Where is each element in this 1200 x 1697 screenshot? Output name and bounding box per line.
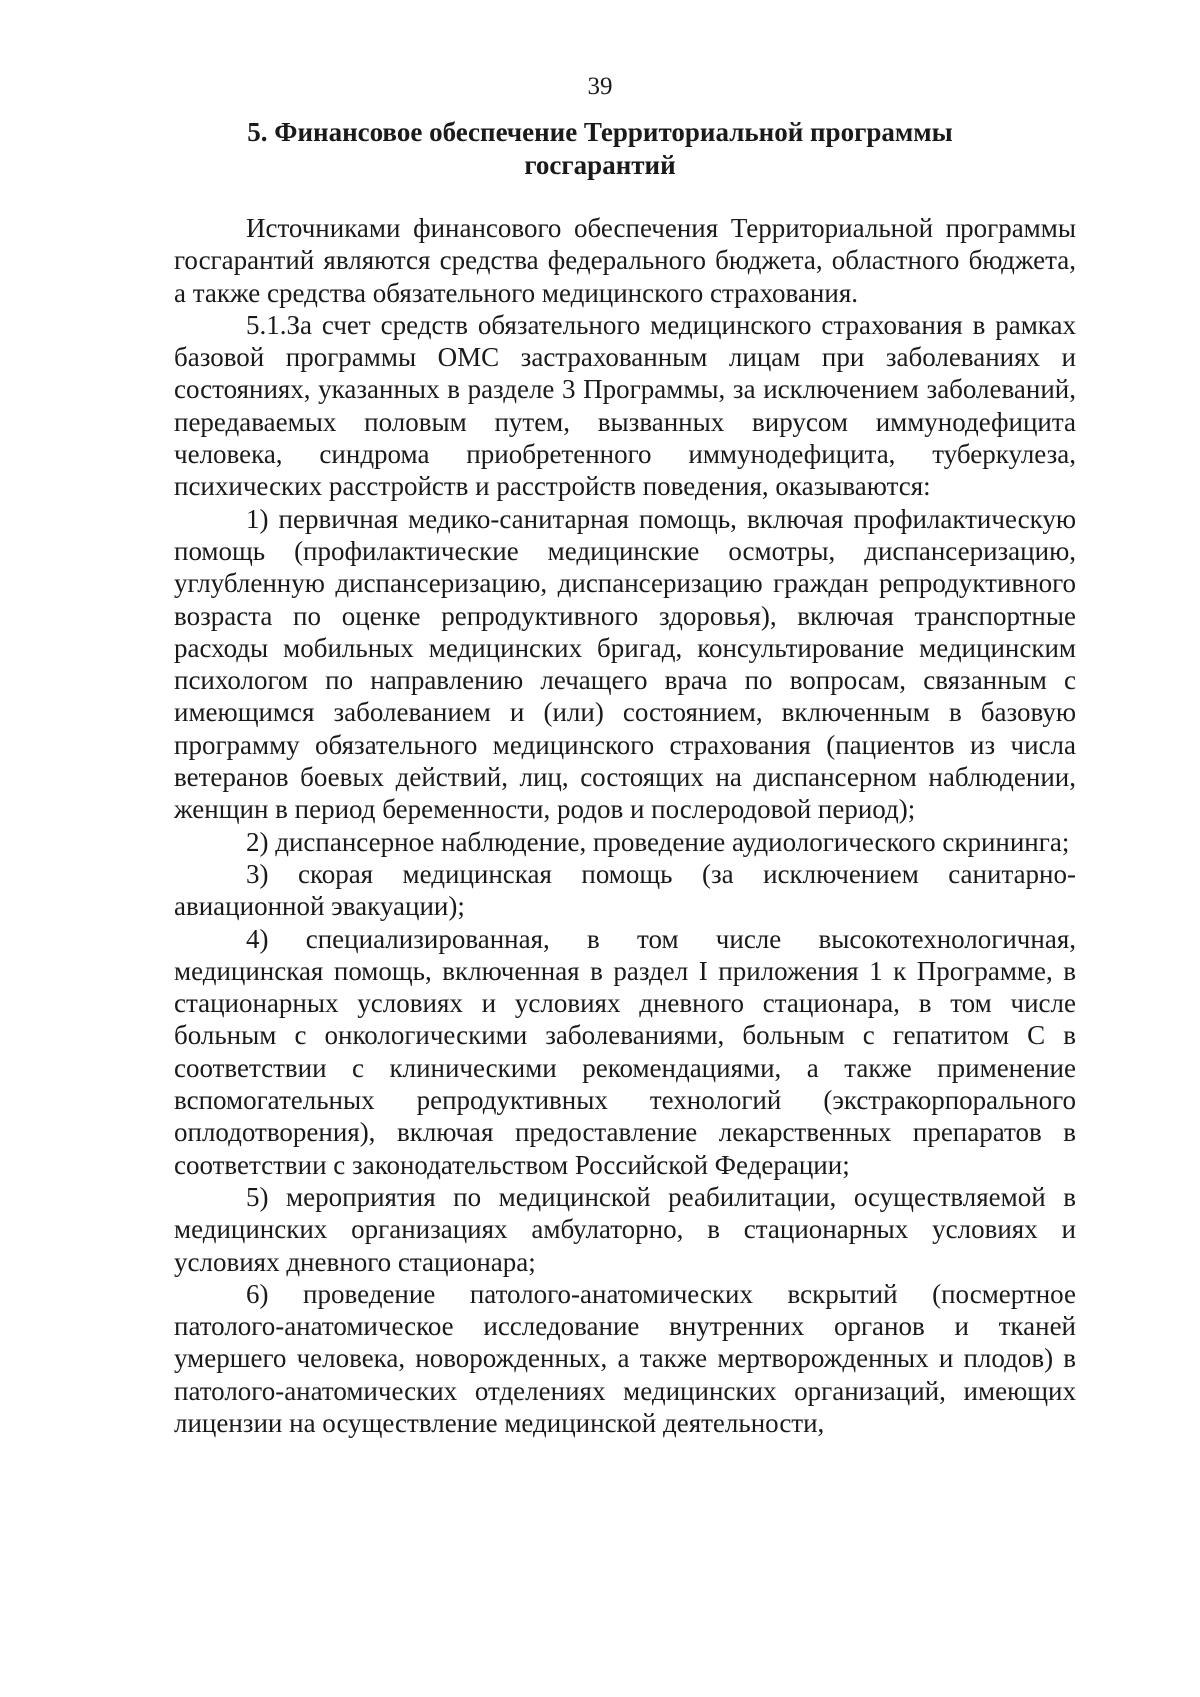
section-heading-line-2: госгарантий (524, 150, 676, 180)
list-item-6: 6) проведение патолого-анатомических вскрытий (посмертное патолого-анатомическое исследование внутренних органов и тканей умершего человека, новорожденных, а также мертворожденных и плодов) в патолого-анатомических отделениях медицинских организаций, имеющих лицензии на осуществление медицинской деятельности, (174, 1278, 1076, 1438)
list-item-5: 5) мероприятия по медицинской реабилитации, осуществляемой в медицинских организациях амбулаторно, в стационарных условиях и условиях дневного стационара; (174, 1181, 1076, 1277)
paragraph-5-1: 5.1.За счет средств обязательного медицинского страхования в рамках базовой программы ОМС застрахованным лицам при заболеваниях и состояниях, указанных в разделе 3 Программы, за исключением заболеваний, передаваемых половым путем, вызванных вирусом иммунодефицита человека, синдрома приобретенного иммунодефицита, туберкулеза, психических расстройств и расстройств поведения, оказываются: (174, 309, 1076, 502)
page-number: 39 (587, 73, 613, 100)
list-item-2: 2) диспансерное наблюдение, проведение аудиологического скрининга; (246, 826, 1070, 857)
document-body (174, 212, 1076, 1439)
list-item-1: 1) первичная медико-санитарная помощь, включая профилактическую помощь (профилактические медицинские осмотры, диспансеризацию, углубленную диспансеризацию, диспансеризацию граждан репродуктивного возраста по оценке репродуктивного здоровья), включая транспортные расходы мобильных медицинских бригад, консультирование медицинским психологом по направлению лечащего врача по вопросам, связанным с имеющимся заболеванием и (или) состоянием, включенным в базовую программу обязательного медицинского страхования (пациентов из числа ветеранов боевых действий, лиц, состоящих на диспансерном наблюдении, женщин в период беременности, родов и послеродовой период); (174, 503, 1076, 825)
section-heading (160, 116, 1040, 182)
list-item-4: 4) специализированная, в том числе высокотехнологичная, медицинская помощь, включенная в раздел I приложения 1 к Программе, в стационарных условиях и условиях дневного стационара, в том числе больным с онкологическими заболеваниями, больным с гепатитом С в соответствии с клиническими рекомендациями, а также применение вспомогательных репродуктивных технологий (экстракорпорального оплодотворения), включая предоставление лекарственных препаратов в соответствии с законодательством Российской Федерации; (174, 923, 1076, 1180)
list-item-3: 3) скорая медицинская помощь (за исключением санитарно-авиационной эвакуации); (174, 858, 1076, 922)
section-heading-line-1: 5. Финансовое обеспечение Территориальной программы (247, 117, 953, 147)
paragraph-sources: Источниками финансового обеспечения Территориальной программы госгарантий являются средства федерального бюджета, областного бюджета, а также средства обязательного медицинского страхования. (174, 213, 1076, 308)
